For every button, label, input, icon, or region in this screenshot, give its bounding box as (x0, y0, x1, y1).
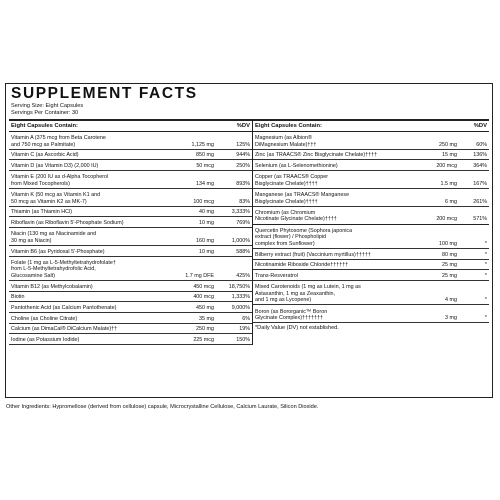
nutrient-name: Pantothenic Acid (as Calcium Pantothenate) (11, 304, 117, 311)
nutrient-row (253, 150, 489, 161)
nutrient-row (9, 324, 252, 335)
nutrient-amount: 25 mg (442, 262, 457, 269)
nutrient-name: Nicotinamide Riboside Chloride†††††† (255, 262, 349, 269)
left-column (9, 121, 253, 345)
nutrient-dv: 136% (473, 152, 487, 159)
nutrient-dv: 1,333% (231, 294, 250, 301)
nutrient-amount: 10 mg (199, 220, 214, 227)
nutrient-amount: 4 mg (445, 297, 457, 304)
nutrient-dv: * (484, 272, 487, 279)
nutrient-dv: 571% (473, 216, 487, 223)
nutrient-row (253, 189, 489, 207)
nutrient-row (9, 171, 252, 189)
nutrient-dv: 261% (473, 198, 487, 205)
other-ingredients: Other Ingredients: Hypromellose (derived from cellulose) capsule, Microcrystalline Cellulose, Calcium Laurate, Silicon Dioxide. (6, 404, 319, 410)
nutrient-amount: 450 mg (196, 304, 214, 311)
nutrient-row (9, 302, 252, 313)
nutrient-amount: 134 mg (196, 180, 214, 187)
nutrient-row (9, 281, 252, 292)
nutrient-row (9, 217, 252, 228)
nutrient-name: Riboflavin (as Riboflavin 5'-Phosphate Sodium) (11, 220, 124, 227)
right-column (253, 121, 489, 345)
nutrient-name: Vitamin K (50 mcg as Vitamin K1 and 50 mcg as Vitamin K2 as MK-7) (11, 192, 101, 205)
nutrient-dv: 6% (242, 315, 250, 322)
nutrient-row (9, 207, 252, 218)
nutrient-amount: 450 mcg (193, 283, 214, 290)
nutrient-dv: 19% (239, 326, 250, 333)
nutrient-dv: 364% (473, 163, 487, 170)
nutrient-name: Magnesium (as Albion® DiMagnesium Malate)††† (255, 135, 317, 148)
nutrient-dv: 769% (236, 220, 250, 227)
nutrient-row (253, 249, 489, 260)
right-rows (253, 132, 489, 323)
nutrient-row (9, 150, 252, 161)
nutrient-name: Niacin (130 mg as Niacinamide and 30 mg as Niacin) (11, 231, 97, 244)
nutrient-name: Choline (as Choline Citrate) (11, 315, 78, 322)
nutrient-name: Bilberry extract (fruit) (Vaccinium myrtillus)††††† (255, 251, 371, 258)
nutrient-row (253, 260, 489, 271)
facts-columns (9, 121, 489, 345)
right-header-dv: %DV (473, 123, 487, 129)
nutrient-row (9, 132, 252, 150)
nutrient-row (9, 160, 252, 171)
nutrient-name: Copper (as TRAACS® Copper Bisglycinate Chelate)†††† (255, 174, 329, 187)
nutrient-name: Vitamin C (as Ascorbic Acid) (11, 152, 79, 159)
nutrient-amount: 200 mcg (436, 163, 457, 170)
left-column-header (9, 121, 252, 132)
nutrient-amount: 250 mg (196, 326, 214, 333)
nutrient-row (253, 225, 489, 249)
nutrient-amount: 850 mg (196, 152, 214, 159)
nutrient-name: Vitamin D (as Vitamin D3) (2,000 IU) (11, 163, 99, 170)
right-column-header (253, 121, 489, 132)
nutrient-name: Vitamin E (200 IU as d-Alpha Tocopherol from Mixed Tocopherols) (11, 174, 109, 187)
dv-footnote: *Daily Value (DV) not established. (255, 325, 339, 332)
nutrient-amount: 10 mg (199, 248, 214, 255)
nutrient-name: Zinc (as TRAACS® Zinc Bisglycinate Chelate)†††† (255, 152, 378, 159)
nutrient-row (9, 228, 252, 246)
nutrient-name: Vitamin B12 (as Methylcobalamin) (11, 283, 93, 290)
nutrient-amount: 100 mg (439, 240, 457, 247)
nutrient-row (253, 132, 489, 150)
nutrient-amount: 100 mcg (193, 198, 214, 205)
nutrient-dv: 944% (236, 152, 250, 159)
nutrient-row (253, 160, 489, 171)
nutrient-dv: 588% (236, 248, 250, 255)
panel-title: SUPPLEMENT FACTS (11, 85, 198, 102)
nutrient-name: Vitamin B6 (as Pyridoxal 5'-Phosphate) (11, 248, 105, 255)
right-header-label: Eight Capsules Contain: (255, 123, 322, 129)
nutrient-dv: 18,750% (228, 283, 250, 290)
nutrient-dv: * (484, 315, 487, 322)
nutrient-name: Iodine (as Potassium Iodide) (11, 337, 80, 344)
nutrient-name: Vitamin A (375 mcg from Beta Carotene and 750 mcg as Palmitate) (11, 135, 106, 148)
nutrient-amount: 1.5 mg (440, 180, 457, 187)
nutrient-amount: 400 mcg (193, 294, 214, 301)
nutrient-row (9, 246, 252, 257)
nutrient-dv: * (484, 240, 487, 247)
nutrient-amount: 250 mg (439, 141, 457, 148)
nutrient-row (9, 292, 252, 303)
nutrient-row (253, 207, 489, 225)
nutrient-name: Boron (as Bororganic™ Boron Glycinate Complex)††††††† (255, 308, 328, 322)
nutrient-row (253, 281, 489, 305)
nutrient-amount: 3 mg (445, 315, 457, 322)
nutrient-dv: * (484, 262, 487, 269)
nutrient-name: Trans-Resveratrol (255, 272, 298, 279)
nutrient-name: Chromium (as Chromium Nicotinate Glycinate Chelate)†††† (255, 209, 337, 223)
nutrient-name: Manganese (as TRAACS® Manganese Bisglycinate Chelate)†††† (255, 192, 350, 205)
left-header-label: Eight Capsules Contain: (11, 123, 78, 129)
nutrient-dv: 167% (473, 180, 487, 187)
servings-per-container: Servings Per Container: 30 (11, 110, 79, 116)
nutrient-amount: 160 mg (196, 237, 214, 244)
nutrient-amount: 35 mg (199, 315, 214, 322)
nutrient-dv: * (484, 297, 487, 304)
nutrient-dv: 893% (236, 180, 250, 187)
nutrient-dv: 250% (236, 163, 250, 170)
nutrient-amount: 80 mg (442, 251, 457, 258)
nutrient-row (253, 270, 489, 281)
nutrient-dv: 150% (236, 337, 250, 344)
nutrient-dv: 60% (476, 141, 487, 148)
nutrient-amount: 25 mg (442, 272, 457, 279)
nutrient-dv: 83% (239, 198, 250, 205)
nutrient-row (9, 334, 252, 345)
nutrient-dv: 9,000% (231, 304, 250, 311)
nutrient-dv: 1,000% (231, 237, 250, 244)
left-header-dv: %DV (236, 123, 250, 129)
nutrient-dv: 3,333% (231, 209, 250, 216)
nutrient-amount: 50 mcg (196, 163, 214, 170)
nutrient-name: Thiamin (as Thiamin HCl) (11, 209, 73, 216)
nutrient-dv: 425% (236, 272, 250, 279)
nutrient-amount: 6 mg (445, 198, 457, 205)
nutrient-amount: 200 mcg (436, 216, 457, 223)
nutrient-amount: 1,125 mg (191, 141, 214, 148)
nutrient-amount: 40 mg (199, 209, 214, 216)
serving-size: Serving Size: Eight Capsules (11, 103, 84, 109)
nutrient-name: Mixed Carotenoids (1 mg as Lutein, 1 mg as Astaxanthin, 1 mg as Zeaxanthin, and 1 mg as Lycopene) (255, 284, 361, 304)
left-rows (9, 132, 252, 345)
nutrient-dv: * (484, 251, 487, 258)
nutrient-name: Folate (1 mg as L-5-Methyltetrahydrofolate† from L-5-Methyltetrahydrofolic Acid, Glucosamine Salt) (11, 259, 116, 279)
nutrient-dv: 125% (236, 141, 250, 148)
nutrient-name: Selenium (as L-Selenomethionine) (255, 163, 338, 170)
nutrient-row (253, 171, 489, 189)
nutrient-name: Quercetin Phytosome (Sophora japonica extract (flower) / Phospholipid complex from Sunflower) (255, 227, 353, 247)
nutrient-row (9, 189, 252, 207)
nutrient-amount: 225 mcg (193, 337, 214, 344)
nutrient-row (253, 305, 489, 323)
nutrient-amount: 15 mg (442, 152, 457, 159)
nutrient-row (9, 313, 252, 324)
supplement-facts-panel (5, 83, 493, 398)
nutrient-name: Biotin (11, 294, 25, 301)
nutrient-name: Calcium (as DimaCal® DiCalcium Malate)†† (11, 326, 118, 333)
nutrient-row (9, 257, 252, 281)
nutrient-amount: 1.7 mg DFE (185, 272, 214, 279)
